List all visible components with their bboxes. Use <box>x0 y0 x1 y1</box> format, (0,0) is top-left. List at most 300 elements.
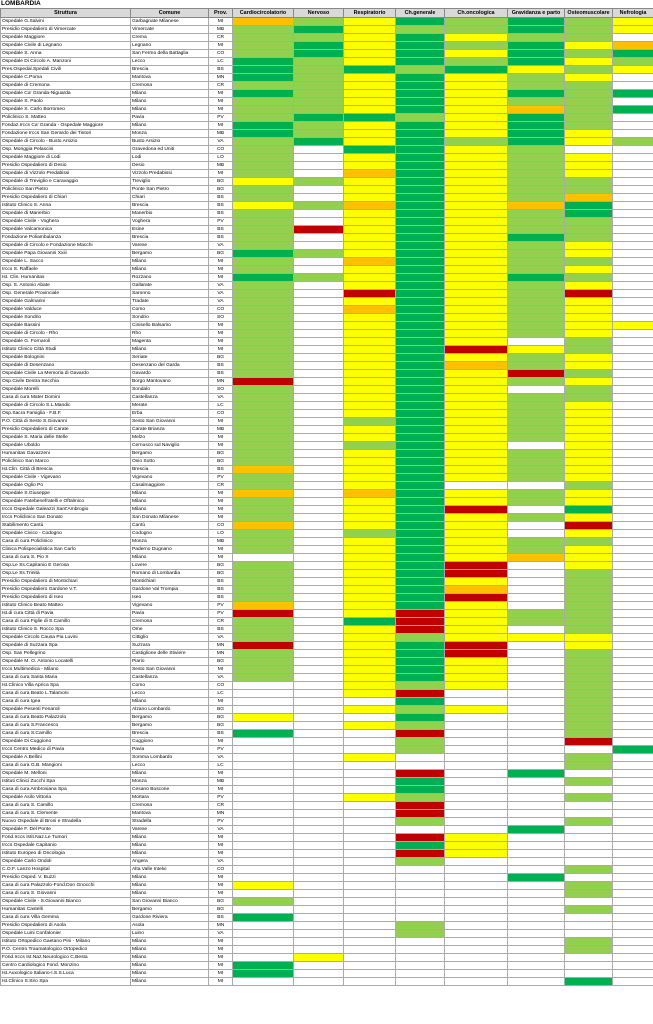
rating-cardiocircolatorio-cell <box>233 666 294 674</box>
rating-ch-generale-cell <box>396 210 445 218</box>
rating-gravidanza-cell <box>508 946 565 954</box>
rating-nefrologia-cell <box>613 58 653 66</box>
provincia-cell: VA <box>209 674 233 682</box>
rating-respiratorio-cell <box>344 634 396 642</box>
rating-respiratorio-cell <box>344 802 396 810</box>
rating-nefrologia-cell <box>613 266 653 274</box>
comune-cell: Cremona <box>131 802 209 810</box>
rating-cardiocircolatorio-cell <box>233 322 294 330</box>
provincia-cell: BG <box>209 458 233 466</box>
rating-osteomuscolare-cell <box>565 218 613 226</box>
rating-osteomuscolare-cell <box>565 522 613 530</box>
rating-gravidanza-cell <box>508 418 565 426</box>
header-nefrologia: Nefrologia <box>613 9 653 18</box>
rating-ch-generale-cell <box>396 258 445 266</box>
table-row <box>1 130 653 138</box>
provincia-cell: VA <box>209 298 233 306</box>
rating-gravidanza-cell <box>508 378 565 386</box>
rating-osteomuscolare-cell <box>565 714 613 722</box>
rating-nefrologia-cell <box>613 586 653 594</box>
rating-nefrologia-cell <box>613 658 653 666</box>
table-row <box>1 762 653 770</box>
rating-gravidanza-cell <box>508 586 565 594</box>
hospital-name-cell: Ospedale Luini Confalonier <box>1 930 131 938</box>
provincia-cell: BS <box>209 586 233 594</box>
rating-nervoso-cell <box>294 658 344 666</box>
rating-nervoso-cell <box>294 82 344 90</box>
comune-cell: Milano <box>131 106 209 114</box>
rating-nefrologia-cell <box>613 626 653 634</box>
table-row <box>1 162 653 170</box>
rating-nefrologia-cell <box>613 42 653 50</box>
table-row <box>1 474 653 482</box>
rating-ch-oncologica-cell <box>445 730 508 738</box>
rating-ch-generale-cell <box>396 162 445 170</box>
comune-cell: Lecco <box>131 690 209 698</box>
rating-nervoso-cell <box>294 58 344 66</box>
rating-osteomuscolare-cell <box>565 34 613 42</box>
provincia-cell: BG <box>209 714 233 722</box>
rating-nervoso-cell <box>294 250 344 258</box>
rating-respiratorio-cell <box>344 162 396 170</box>
rating-nefrologia-cell <box>613 506 653 514</box>
rating-nervoso-cell <box>294 898 344 906</box>
header-struttura: Struttura <box>1 9 131 18</box>
rating-cardiocircolatorio-cell <box>233 426 294 434</box>
hospital-name-cell: Ospedale Bolognini <box>1 354 131 362</box>
comune-cell: San Donato Milanese <box>131 514 209 522</box>
rating-gravidanza-cell <box>508 570 565 578</box>
rating-ch-oncologica-cell <box>445 234 508 242</box>
provincia-cell: BS <box>209 370 233 378</box>
comune-cell: Cesano Boscone <box>131 786 209 794</box>
hospital-name-cell: Ospedale Galmarini <box>1 298 131 306</box>
rating-respiratorio-cell <box>344 738 396 746</box>
table-row <box>1 122 653 130</box>
hospital-name-cell: Presidio Osped. V. Buzzi <box>1 874 131 882</box>
provincia-cell: BS <box>209 202 233 210</box>
rating-nefrologia-cell <box>613 202 653 210</box>
comune-cell: Milano <box>131 506 209 514</box>
rating-ch-generale-cell <box>396 898 445 906</box>
hospital-name-cell: Ospedale di Manerbio <box>1 210 131 218</box>
table-row <box>1 258 653 266</box>
header-respiratorio: Respiratorio <box>344 9 396 18</box>
hospital-name-cell: Ospedale Morelli <box>1 386 131 394</box>
hospital-name-cell: Casa di cura S.Francesco <box>1 722 131 730</box>
rating-osteomuscolare-cell <box>565 282 613 290</box>
hospital-name-cell: Ospedale di Circolo - Busto Arsizio <box>1 138 131 146</box>
rating-cardiocircolatorio-cell <box>233 506 294 514</box>
rating-ch-generale-cell <box>396 706 445 714</box>
rating-osteomuscolare-cell <box>565 506 613 514</box>
rating-nefrologia-cell <box>613 754 653 762</box>
rating-ch-oncologica-cell <box>445 74 508 82</box>
rating-ch-oncologica-cell <box>445 178 508 186</box>
rating-ch-oncologica-cell <box>445 226 508 234</box>
table-row <box>1 554 653 562</box>
rating-gravidanza-cell <box>508 826 565 834</box>
rating-osteomuscolare-cell <box>565 538 613 546</box>
comune-cell: Milano <box>131 946 209 954</box>
rating-cardiocircolatorio-cell <box>233 466 294 474</box>
provincia-cell: MI <box>209 106 233 114</box>
rating-respiratorio-cell <box>344 746 396 754</box>
rating-osteomuscolare-cell <box>565 946 613 954</box>
rating-nervoso-cell <box>294 386 344 394</box>
rating-gravidanza-cell <box>508 690 565 698</box>
comune-cell: Lovere <box>131 562 209 570</box>
rating-respiratorio-cell <box>344 410 396 418</box>
rating-ch-oncologica-cell <box>445 698 508 706</box>
rating-respiratorio-cell <box>344 602 396 610</box>
table-row <box>1 138 653 146</box>
rating-ch-oncologica-cell <box>445 394 508 402</box>
rating-ch-oncologica-cell <box>445 842 508 850</box>
table-row <box>1 898 653 906</box>
rating-nervoso-cell <box>294 890 344 898</box>
rating-ch-generale-cell <box>396 178 445 186</box>
rating-nefrologia-cell <box>613 162 653 170</box>
rating-osteomuscolare-cell <box>565 434 613 442</box>
rating-nervoso-cell <box>294 178 344 186</box>
rating-cardiocircolatorio-cell <box>233 586 294 594</box>
rating-osteomuscolare-cell <box>565 170 613 178</box>
comune-cell: Bergamo <box>131 250 209 258</box>
rating-gravidanza-cell <box>508 306 565 314</box>
rating-nervoso-cell <box>294 522 344 530</box>
rating-cardiocircolatorio-cell <box>233 26 294 34</box>
rating-osteomuscolare-cell <box>565 90 613 98</box>
hospital-name-cell: Casa di cura Beato Palazzolo <box>1 714 131 722</box>
rating-gravidanza-cell <box>508 914 565 922</box>
rating-respiratorio-cell <box>344 482 396 490</box>
rating-nefrologia-cell <box>613 338 653 346</box>
rating-nervoso-cell <box>294 498 344 506</box>
rating-respiratorio-cell <box>344 450 396 458</box>
table-row <box>1 114 653 122</box>
rating-cardiocircolatorio-cell <box>233 570 294 578</box>
rating-gravidanza-cell <box>508 850 565 858</box>
rating-gravidanza-cell <box>508 722 565 730</box>
comune-cell: Busto Arsizio <box>131 138 209 146</box>
rating-nervoso-cell <box>294 234 344 242</box>
rating-osteomuscolare-cell <box>565 490 613 498</box>
rating-cardiocircolatorio-cell <box>233 498 294 506</box>
rating-ch-oncologica-cell <box>445 746 508 754</box>
rating-ch-oncologica-cell <box>445 498 508 506</box>
rating-ch-generale-cell <box>396 322 445 330</box>
provincia-cell: MI <box>209 874 233 882</box>
rating-respiratorio-cell <box>344 810 396 818</box>
hospital-name-cell: Ospedale Maggiore <box>1 34 131 42</box>
table-row <box>1 362 653 370</box>
rating-nefrologia-cell <box>613 554 653 562</box>
rating-cardiocircolatorio-cell <box>233 730 294 738</box>
rating-osteomuscolare-cell <box>565 970 613 978</box>
rating-nervoso-cell <box>294 946 344 954</box>
hospital-name-cell: Casa di cura Ambrosiana Spa <box>1 786 131 794</box>
comune-cell: Milano <box>131 266 209 274</box>
rating-respiratorio-cell <box>344 858 396 866</box>
rating-nefrologia-cell <box>613 522 653 530</box>
rating-nefrologia-cell <box>613 74 653 82</box>
rating-cardiocircolatorio-cell <box>233 818 294 826</box>
rating-nervoso-cell <box>294 562 344 570</box>
rating-osteomuscolare-cell <box>565 570 613 578</box>
table-row <box>1 74 653 82</box>
table-row <box>1 274 653 282</box>
rating-osteomuscolare-cell <box>565 290 613 298</box>
rating-osteomuscolare-cell <box>565 786 613 794</box>
rating-respiratorio-cell <box>344 962 396 970</box>
rating-cardiocircolatorio-cell <box>233 786 294 794</box>
comune-cell: Milano <box>131 490 209 498</box>
rating-nervoso-cell <box>294 698 344 706</box>
rating-respiratorio-cell <box>344 706 396 714</box>
rating-respiratorio-cell <box>344 882 396 890</box>
rating-gravidanza-cell <box>508 26 565 34</box>
provincia-cell: MI <box>209 266 233 274</box>
comune-cell: Brescia <box>131 66 209 74</box>
rating-respiratorio-cell <box>344 186 396 194</box>
rating-cardiocircolatorio-cell <box>233 530 294 538</box>
comune-cell: Como <box>131 682 209 690</box>
rating-osteomuscolare-cell <box>565 770 613 778</box>
rating-gravidanza-cell <box>508 146 565 154</box>
provincia-cell: MB <box>209 538 233 546</box>
rating-osteomuscolare-cell <box>565 74 613 82</box>
provincia-cell: VA <box>209 138 233 146</box>
comune-cell: Pavia <box>131 610 209 618</box>
rating-nervoso-cell <box>294 970 344 978</box>
rating-respiratorio-cell <box>344 298 396 306</box>
rating-cardiocircolatorio-cell <box>233 202 294 210</box>
rating-gravidanza-cell <box>508 778 565 786</box>
rating-nefrologia-cell <box>613 802 653 810</box>
rating-cardiocircolatorio-cell <box>233 738 294 746</box>
rating-ch-oncologica-cell <box>445 202 508 210</box>
hospital-name-cell: Ospedale di Cremona <box>1 82 131 90</box>
table-row <box>1 66 653 74</box>
table-row <box>1 738 653 746</box>
rating-respiratorio-cell <box>344 306 396 314</box>
comune-cell: Milano <box>131 98 209 106</box>
header-comune: Comune <box>131 9 209 18</box>
header-cardiocircolatorio: Cardiocircolatorio <box>233 9 294 18</box>
hospital-name-cell: Presidio Ospedaliero di Carate <box>1 426 131 434</box>
rating-cardiocircolatorio-cell <box>233 802 294 810</box>
rating-osteomuscolare-cell <box>565 322 613 330</box>
rating-cardiocircolatorio-cell <box>233 74 294 82</box>
rating-nefrologia-cell <box>613 882 653 890</box>
rating-ch-generale-cell <box>396 954 445 962</box>
rating-respiratorio-cell <box>344 338 396 346</box>
rating-cardiocircolatorio-cell <box>233 242 294 250</box>
rating-cardiocircolatorio-cell <box>233 922 294 930</box>
rating-gravidanza-cell <box>508 322 565 330</box>
rating-ch-oncologica-cell <box>445 466 508 474</box>
provincia-cell: MB <box>209 162 233 170</box>
hospital-name-cell: Istituto Clinico S. Rocco Spa <box>1 626 131 634</box>
hospital-name-cell: Pres.Ospedal.Spedali Civili <box>1 66 131 74</box>
provincia-cell: BG <box>209 450 233 458</box>
rating-ch-generale-cell <box>396 466 445 474</box>
rating-gravidanza-cell <box>508 738 565 746</box>
rating-nefrologia-cell <box>613 810 653 818</box>
rating-osteomuscolare-cell <box>565 834 613 842</box>
rating-nervoso-cell <box>294 626 344 634</box>
rating-nervoso-cell <box>294 418 344 426</box>
rating-osteomuscolare-cell <box>565 690 613 698</box>
provincia-cell: PV <box>209 794 233 802</box>
table-row <box>1 218 653 226</box>
rating-ch-oncologica-cell <box>445 122 508 130</box>
rating-respiratorio-cell <box>344 530 396 538</box>
rating-gravidanza-cell <box>508 234 565 242</box>
rating-nervoso-cell <box>294 610 344 618</box>
rating-nefrologia-cell <box>613 690 653 698</box>
rating-ch-generale-cell <box>396 946 445 954</box>
hospital-name-cell: Ospedale G.Salvini <box>1 18 131 26</box>
provincia-cell: MI <box>209 842 233 850</box>
comune-cell: Cuggiono <box>131 738 209 746</box>
rating-nefrologia-cell <box>613 562 653 570</box>
rating-gravidanza-cell <box>508 338 565 346</box>
table-row <box>1 890 653 898</box>
rating-nefrologia-cell <box>613 242 653 250</box>
header-prov: Prov. <box>209 9 233 18</box>
rating-ch-generale-cell <box>396 890 445 898</box>
rating-nefrologia-cell <box>613 546 653 554</box>
rating-nervoso-cell <box>294 50 344 58</box>
rating-respiratorio-cell <box>344 626 396 634</box>
rating-ch-generale-cell <box>396 850 445 858</box>
rating-nefrologia-cell <box>613 602 653 610</box>
rating-ch-oncologica-cell <box>445 258 508 266</box>
rating-osteomuscolare-cell <box>565 314 613 322</box>
provincia-cell: CO <box>209 682 233 690</box>
rating-gravidanza-cell <box>508 634 565 642</box>
table-row <box>1 434 653 442</box>
rating-osteomuscolare-cell <box>565 546 613 554</box>
comune-cell: Tradate <box>131 298 209 306</box>
hospital-name-cell: Ospedale F. Del Ponte <box>1 826 131 834</box>
table-row <box>1 482 653 490</box>
rating-ch-oncologica-cell <box>445 826 508 834</box>
rating-ch-oncologica-cell <box>445 770 508 778</box>
hospital-name-cell: Casa di cura Igea <box>1 698 131 706</box>
comune-cell: Ome <box>131 626 209 634</box>
rating-nervoso-cell <box>294 114 344 122</box>
hospital-name-cell: Fondazione Poliambulanza <box>1 234 131 242</box>
hospital-name-cell: Ospedale Civile La Memoria di Gavardo <box>1 370 131 378</box>
rating-osteomuscolare-cell <box>565 50 613 58</box>
rating-gravidanza-cell <box>508 442 565 450</box>
rating-respiratorio-cell <box>344 554 396 562</box>
provincia-cell: MI <box>209 338 233 346</box>
comune-cell: Vigevano <box>131 474 209 482</box>
rating-cardiocircolatorio-cell <box>233 762 294 770</box>
rating-osteomuscolare-cell <box>565 482 613 490</box>
provincia-cell: BG <box>209 562 233 570</box>
rating-ch-generale-cell <box>396 426 445 434</box>
rating-nervoso-cell <box>294 546 344 554</box>
provincia-cell: MN <box>209 74 233 82</box>
rating-gravidanza-cell <box>508 18 565 26</box>
rating-nefrologia-cell <box>613 898 653 906</box>
hospital-name-cell: Casa di cura Villa Gemma <box>1 914 131 922</box>
rating-respiratorio-cell <box>344 42 396 50</box>
table-row <box>1 586 653 594</box>
rating-osteomuscolare-cell <box>565 410 613 418</box>
rating-nervoso-cell <box>294 554 344 562</box>
rating-nervoso-cell <box>294 762 344 770</box>
rating-cardiocircolatorio-cell <box>233 34 294 42</box>
comune-cell: Paderno Dugnano <box>131 546 209 554</box>
rating-ch-oncologica-cell <box>445 778 508 786</box>
rating-cardiocircolatorio-cell <box>233 402 294 410</box>
rating-nefrologia-cell <box>613 322 653 330</box>
rating-ch-oncologica-cell <box>445 938 508 946</box>
rating-gravidanza-cell <box>508 98 565 106</box>
rating-respiratorio-cell <box>344 402 396 410</box>
rating-osteomuscolare-cell <box>565 562 613 570</box>
provincia-cell: VA <box>209 858 233 866</box>
rating-ch-generale-cell <box>396 362 445 370</box>
comune-cell: Asola <box>131 922 209 930</box>
rating-nefrologia-cell <box>613 186 653 194</box>
rating-osteomuscolare-cell <box>565 850 613 858</box>
rating-gravidanza-cell <box>508 258 565 266</box>
rating-gravidanza-cell <box>508 434 565 442</box>
rating-osteomuscolare-cell <box>565 682 613 690</box>
rating-gravidanza-cell <box>508 250 565 258</box>
rating-nefrologia-cell <box>613 402 653 410</box>
comune-cell: Milano <box>131 962 209 970</box>
rating-respiratorio-cell <box>344 938 396 946</box>
rating-ch-generale-cell <box>396 762 445 770</box>
table-row <box>1 546 653 554</box>
provincia-cell: MI <box>209 546 233 554</box>
table-row <box>1 954 653 962</box>
rating-nefrologia-cell <box>613 442 653 450</box>
rating-nervoso-cell <box>294 26 344 34</box>
rating-respiratorio-cell <box>344 978 396 986</box>
rating-cardiocircolatorio-cell <box>233 850 294 858</box>
rating-respiratorio-cell <box>344 82 396 90</box>
hospital-name-cell: Irccs S. Raffaele <box>1 266 131 274</box>
provincia-cell: MN <box>209 922 233 930</box>
rating-respiratorio-cell <box>344 642 396 650</box>
rating-osteomuscolare-cell <box>565 610 613 618</box>
table-row <box>1 346 653 354</box>
table-row <box>1 594 653 602</box>
hospital-name-cell: Osp. San Pellegrino <box>1 650 131 658</box>
rating-ch-oncologica-cell <box>445 354 508 362</box>
rating-respiratorio-cell <box>344 506 396 514</box>
provincia-cell: CR <box>209 618 233 626</box>
rating-osteomuscolare-cell <box>565 266 613 274</box>
rating-nefrologia-cell <box>613 18 653 26</box>
rating-nefrologia-cell <box>613 450 653 458</box>
provincia-cell: BG <box>209 898 233 906</box>
rating-respiratorio-cell <box>344 522 396 530</box>
rating-gravidanza-cell <box>508 786 565 794</box>
table-row <box>1 842 653 850</box>
table-row <box>1 730 653 738</box>
comune-cell: Gavardo <box>131 370 209 378</box>
